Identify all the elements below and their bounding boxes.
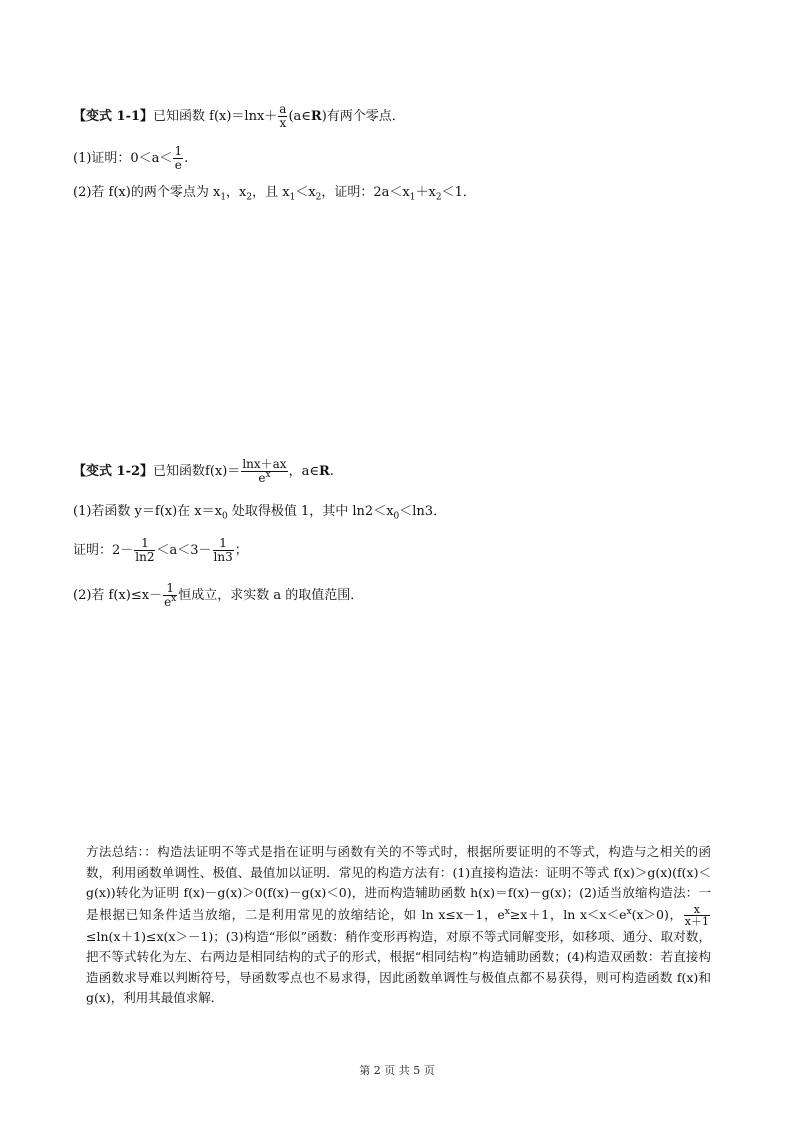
fraction: $\frac{x}{x+1}$ xyxy=(684,902,709,928)
fraction: $\frac{\ln x+ax}{e^x}$ xyxy=(242,457,287,485)
method-summary: 方法总结：：构造法证明不等式是指在证明与函数有关的不等式时，根据所要证明的不等式，构造与之相关的函数，利用函数单调性、极值、最值加以证明．常见的构造方法有：(1)直接构造法：证明不等式 f(x)＞g(x)(f(x)＜g(x))转化为证明 f(x)－g(x)＞0(f(x)－g(x)＜0)，进而构造辅助函数 h(x)＝f(x)－g(x)；(2)适当放缩构造法：一是根据已知条件适当放缩，二是利用常见的放缩结论，如 ln x≤x－1，$e^x\ge x+1$，$\ln x<x<e^x(x>0)$， $\frac{x}{x+1}$ ≤ln(x＋1)≤x(x＞－1)；(3)构造“形似”函数：稍作变形再构造，对原不等式同解变形，如移项、通分、取对数，把不等式转化为左、右两边是相同结构的式子的形式，根据“相同结构”构造辅助函数；(4)构造双函数：若直接构造函数求导难以判断符号，导函数零点也不易求得，因此函数单调性与极值点都不易获得，则可构造函数 f(x)和 g(x)，利用其最值求解． xyxy=(86,844,711,1005)
fraction: $\frac{1}{e^x}$ xyxy=(164,581,177,609)
problem-1-2-part-2: (2)若 f(x)≤x－ $\frac{1}{e^x}$ 恒成立，求实数 a 的取值范围． xyxy=(73,581,364,609)
page-footer: 第 2 页 共 5 页 xyxy=(359,1064,435,1077)
problem-1-2-proof: 证明：2－ $\frac{1}{\ln 2}$ ＜a＜3－ $\frac{1}{\ln 3}$ ； xyxy=(73,536,248,564)
problem-1-2-part-1: (1)若函数 y＝f(x)在 $x=x_0$ 处取得极值 1，其中 $\ln 2<x_0<\ln 3$． xyxy=(73,504,447,522)
fraction: $\frac{1}{\ln 2}$ xyxy=(135,536,155,564)
problem-tag: 【变式 1-2】 xyxy=(73,464,154,479)
problem-1-1-stem: 【变式 1-1】已知函数 f(x)＝lnx＋ $\frac{a}{x}$ (a∈R)有两个零点． xyxy=(73,102,405,130)
problem-1-2-stem: 【变式 1-2】已知函数f(x)＝ $\frac{\ln x+ax}{e^x}$ ，a∈R. xyxy=(73,457,334,485)
fraction: $\frac{1}{e}$ xyxy=(174,144,183,172)
fraction: $\frac{a}{x}$ xyxy=(279,102,287,130)
fraction: $\frac{1}{\ln 3}$ xyxy=(213,536,233,564)
problem-1-1-part-2: (2)若 f(x)的两个零点为 $x_1$，$x_2$，且 $x_1<x_2$，证明：$2a<x_1+x_2<1$． xyxy=(73,185,476,203)
problem-tag: 【变式 1-1】 xyxy=(73,109,154,124)
problem-1-1-part-1: (1)证明：0＜a＜ $\frac{1}{e}$ . xyxy=(73,144,189,172)
